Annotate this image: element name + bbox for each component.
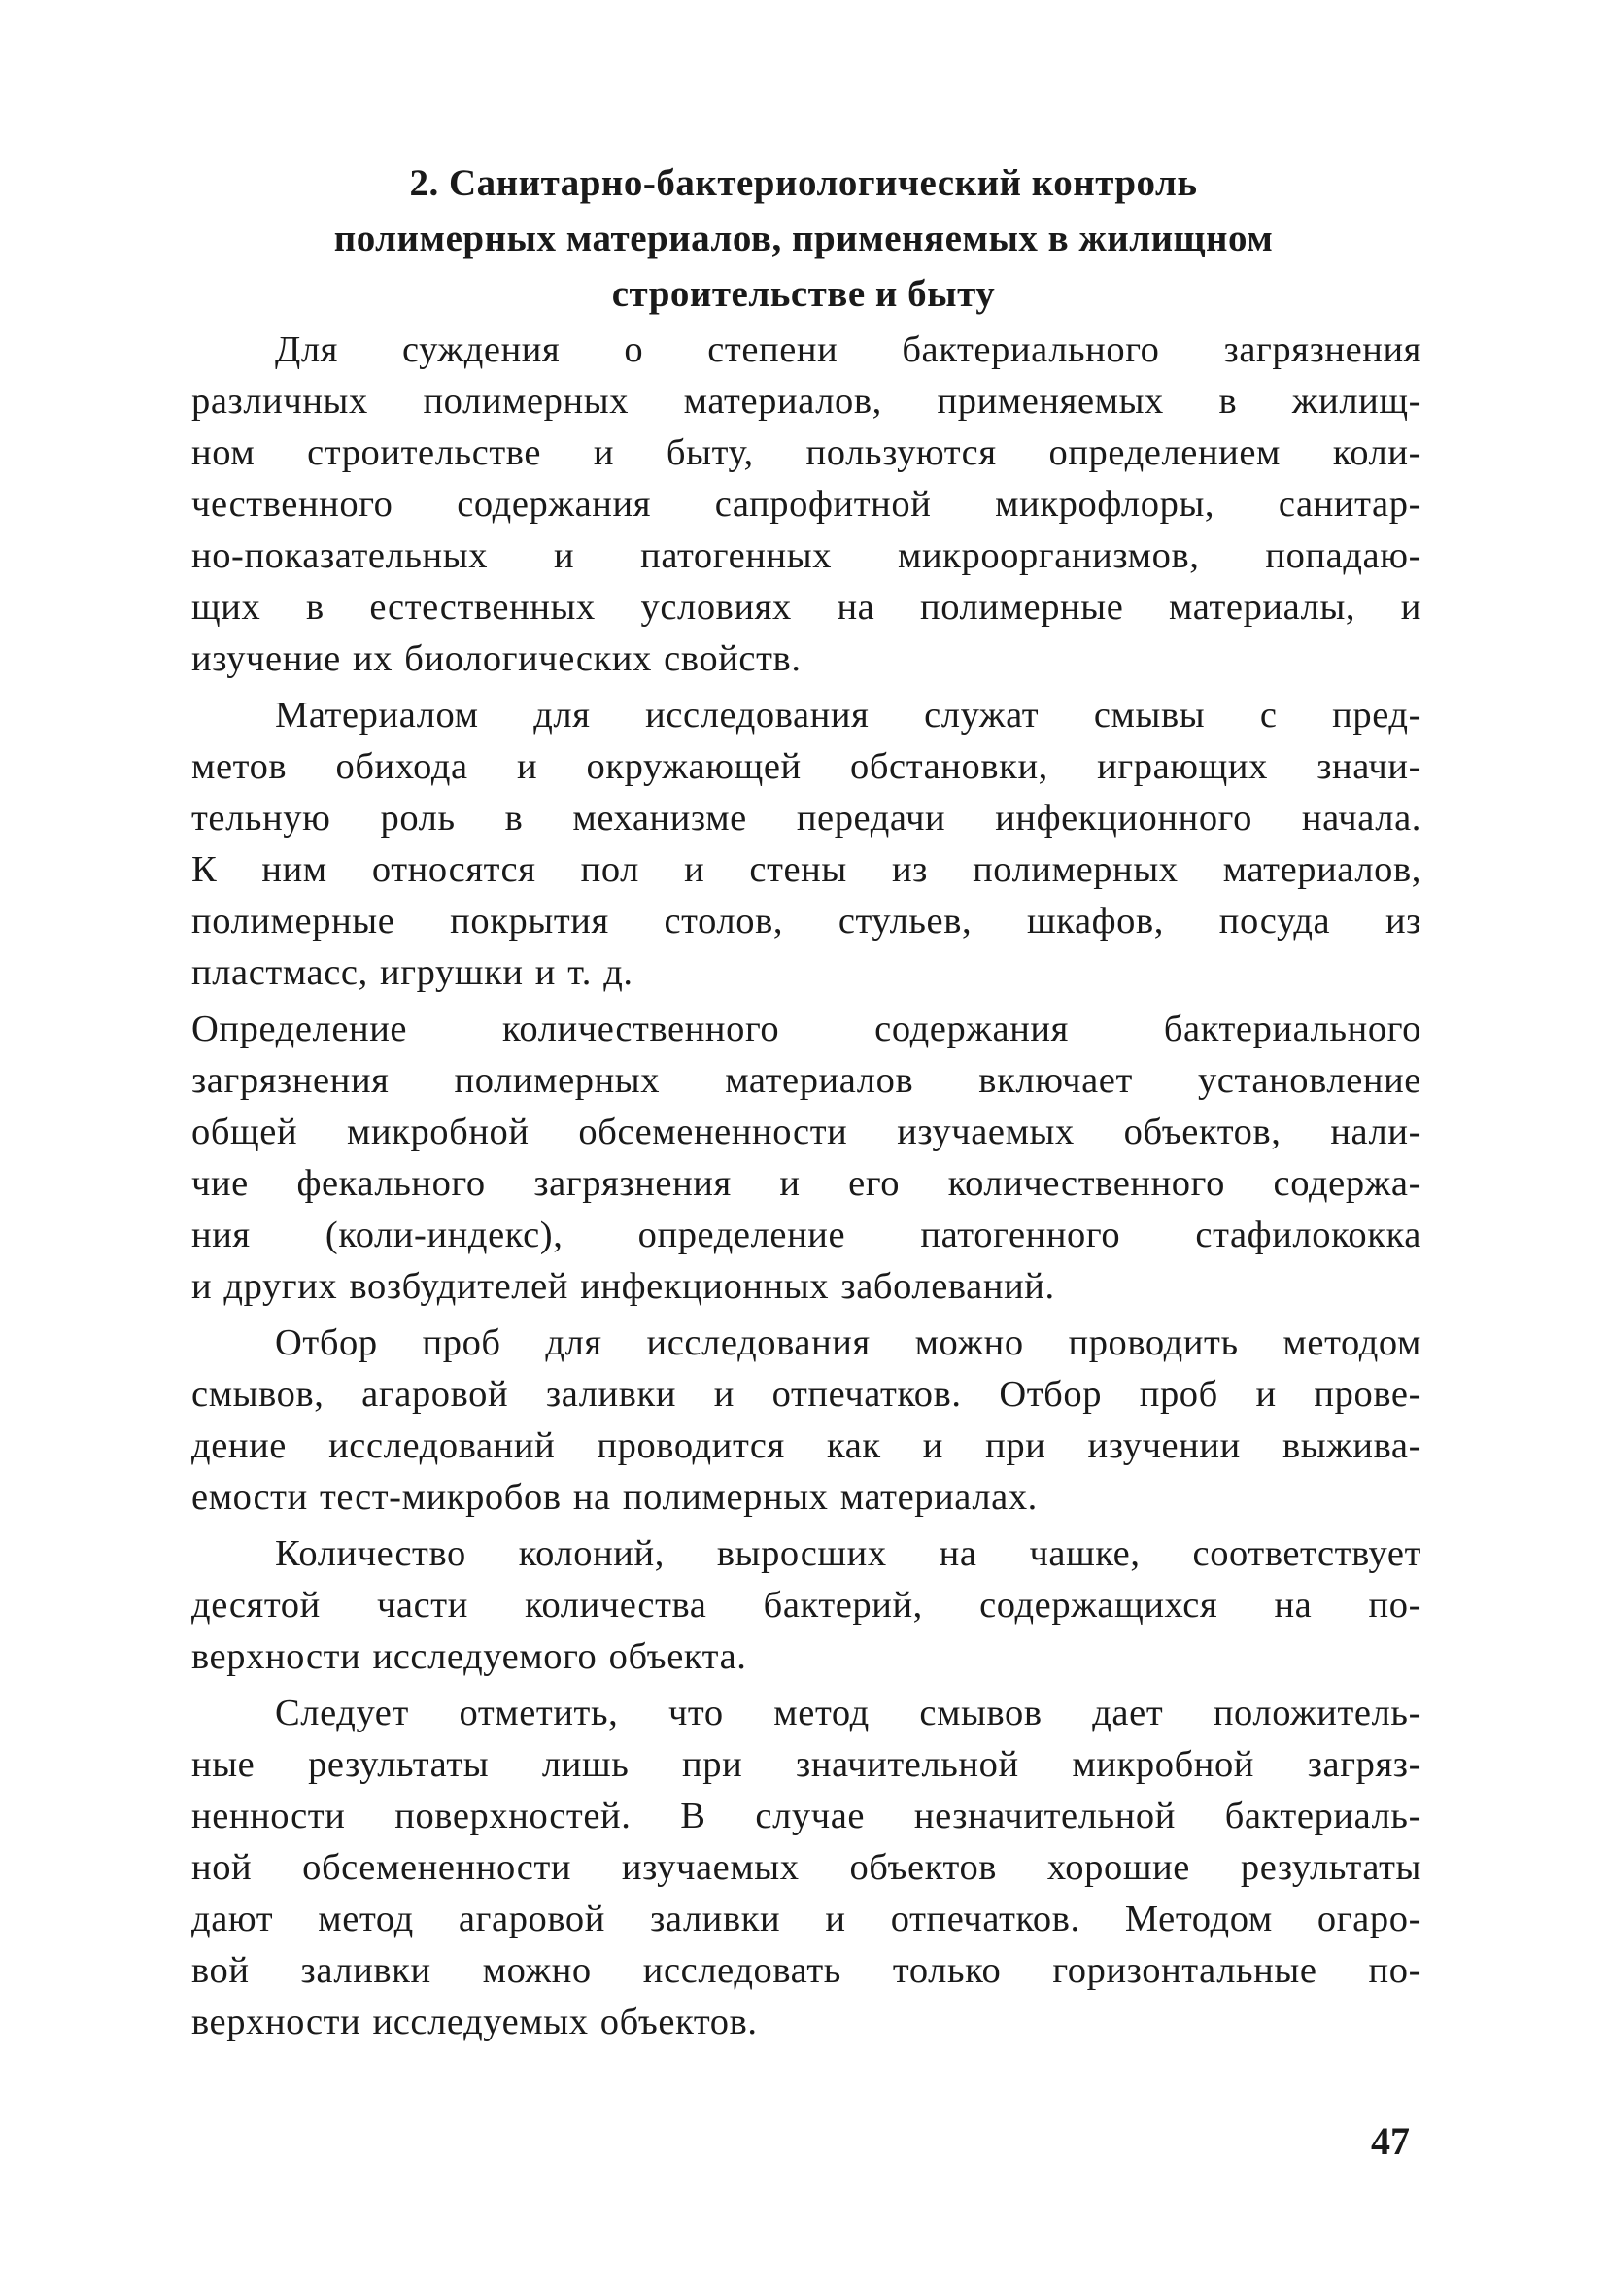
text-line: чие фекального загрязнения и его количественного содержа-	[191, 1163, 1421, 1204]
text-line: ненности поверхностей. В случае незначительной бактериаль-	[191, 1796, 1421, 1836]
text-line: вой заливки можно исследовать только горизонтальные по-	[191, 1950, 1421, 1991]
paragraph	[191, 325, 1421, 685]
paragraph	[191, 1004, 1421, 1313]
text-line: дение исследований проводится как и при изучении выжива-	[191, 1425, 1421, 1466]
paragraph	[191, 1688, 1421, 2048]
text-line: смывов, агаровой заливки и отпечатков. Отбор проб и прове-	[191, 1374, 1421, 1415]
text-line: емости тест-микробов на полимерных материалах.	[191, 1477, 1038, 1518]
text-line: Определение количественного содержания бактериального	[191, 1009, 1421, 1049]
section-heading	[175, 155, 1432, 322]
text-line: чественного содержания сапрофитной микрофлоры, санитар-	[191, 484, 1421, 525]
text-line: полимерные покрытия столов, стульев, шкафов, посуда из	[191, 901, 1421, 942]
text-line: Для суждения о степени бактериального загрязнения	[275, 329, 1421, 370]
text-line: общей микробной обсемененности изучаемых объектов, нали-	[191, 1112, 1421, 1152]
text-line: и других возбудителей инфекционных заболеваний.	[191, 1266, 1055, 1307]
text-line: ной обсемененности изучаемых объектов хорошие результаты	[191, 1847, 1421, 1888]
text-line: десятой части количества бактерий, содержащихся на по-	[191, 1585, 1421, 1626]
text-line: щих в естественных условиях на полимерные материалы, и	[191, 587, 1421, 628]
text-line: ные результаты лишь при значительной микробной загряз-	[191, 1744, 1421, 1785]
text-line: изучение их биологических свойств.	[191, 638, 802, 679]
text-line: загрязнения полимерных материалов включает установление	[191, 1060, 1421, 1101]
text-line: Отбор проб для исследования можно проводить методом	[275, 1322, 1421, 1363]
text-line: ном строительстве и быту, пользуются определением коли-	[191, 432, 1421, 473]
heading-line: полимерных материалов, применяемых в жилищном	[333, 218, 1274, 259]
body-text	[191, 325, 1421, 2048]
text-line: дают метод агаровой заливки и отпечатков. Методом огаро-	[191, 1899, 1421, 1939]
heading-line: строительстве и быту	[611, 273, 996, 315]
paragraph	[191, 1528, 1421, 1683]
paragraph	[191, 1318, 1421, 1524]
text-line: Следует отметить, что метод смывов дает положитель-	[275, 1693, 1421, 1733]
text-line: верхности исследуемых объектов.	[191, 2002, 758, 2042]
text-line: Материалом для исследования служат смывы с пред-	[275, 695, 1421, 736]
text-line: ния (коли-индекс), определение патогенного стафилококка	[191, 1215, 1421, 1255]
text-line: метов обихода и окружающей обстановки, играющих значи-	[191, 746, 1421, 787]
heading-line: 2. Санитарно-бактериологический контроль	[409, 162, 1198, 204]
paragraph	[191, 690, 1421, 999]
text-line: верхности исследуемого объекта.	[191, 1636, 747, 1677]
text-line: К ним относятся пол и стены из полимерных материалов,	[191, 849, 1421, 890]
text-line: различных полимерных материалов, применяемых в жилищ-	[191, 381, 1421, 422]
text-line: пластмасс, игрушки и т. д.	[191, 952, 633, 993]
text-line: тельную роль в механизме передачи инфекционного начала.	[191, 798, 1421, 839]
text-line: но-показательных и патогенных микроорганизмов, попадаю-	[191, 535, 1421, 576]
text-line: Количество колоний, выросших на чашке, соответствует	[275, 1533, 1421, 1574]
page-number: 47	[1371, 2119, 1410, 2163]
